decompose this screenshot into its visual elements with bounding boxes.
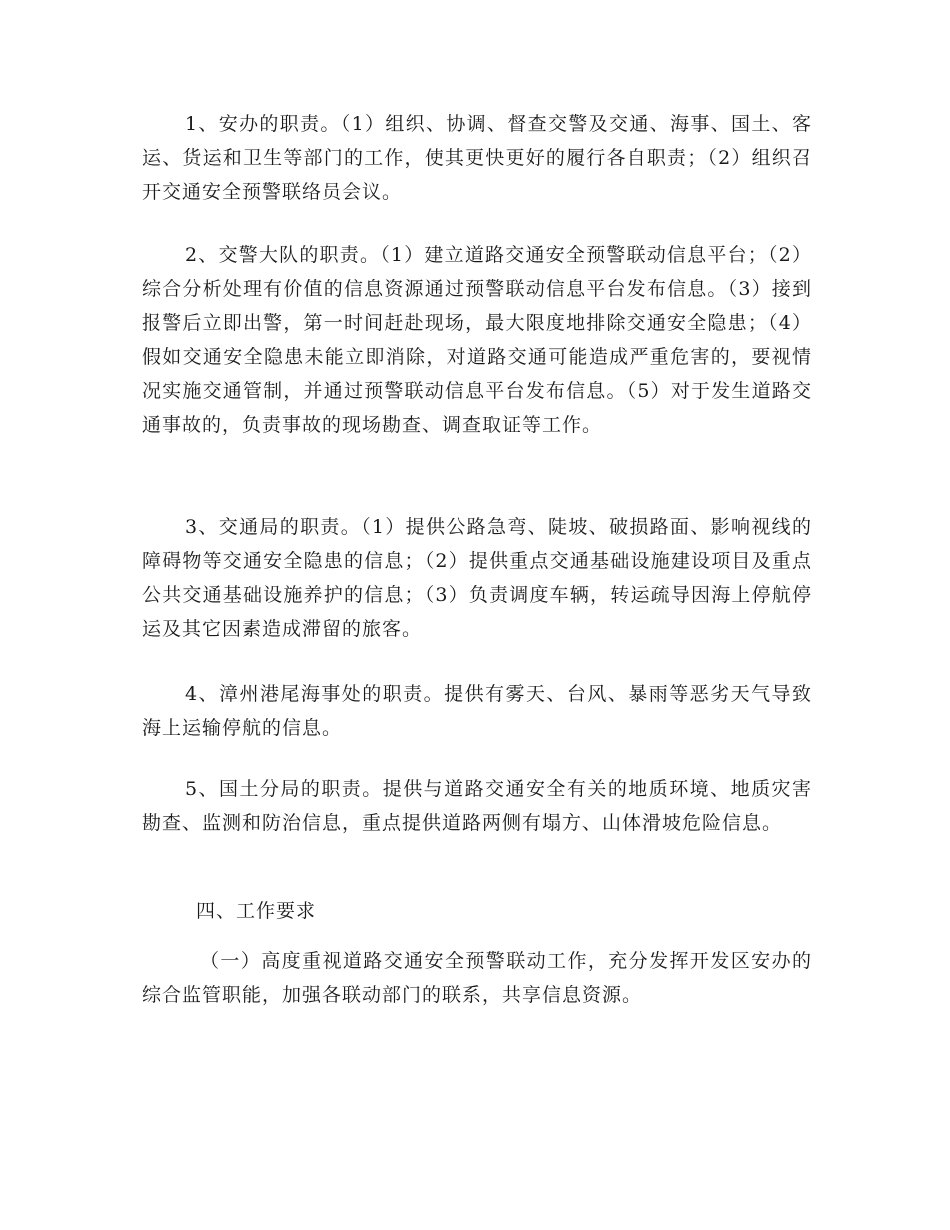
paragraph-requirement-1: （一）高度重视道路交通安全预警联动工作，充分发挥开发区安办的综合监管职能，加强各联动部门的联系，共享信息资源。 (142, 950, 812, 1006)
paragraph-safety-office-duties: 1、安办的职责。（1）组织、协调、督查交警及交通、海事、国土、客运、货运和卫生等部门的工作，使其更快更好的履行各自职责；（2）组织召开交通安全预警联络员会议。 (142, 113, 812, 203)
paragraph-traffic-police-duties: 2、交警大队的职责。（1）建立道路交通安全预警联动信息平台；（2）综合分析处理有价值的信息资源通过预警联动信息平台发布信息。（3）接到报警后立即出警，第一时间赶赴现场，最大限度地排除交通安全隐患；（4）假如交通安全隐患未能立即消除，对道路交通可能造成严重危害的，要视情况实施交通管制，并通过预警联动信息平台发布信息。（5）对于发生道路交通事故的，负责事故的现场勘查、调查取证等工作。 (142, 244, 812, 436)
paragraph-transport-bureau-duties: 3、交通局的职责。（1）提供公路急弯、陡坡、破损路面、影响视线的障碍物等交通安全隐患的信息；（2）提供重点交通基础设施建设项目及重点公共交通基础设施养护的信息；（3）负责调度车辆，转运疏导因海上停航停运及其它因素造成滞留的旅客。 (142, 516, 812, 640)
paragraph-land-bureau-duties: 5、国土分局的职责。提供与道路交通安全有关的地质环境、地质灾害勘查、监测和防治信息，重点提供道路两侧有塌方、山体滑坡危险信息。 (142, 778, 812, 834)
paragraph-maritime-office-duties: 4、漳州港尾海事处的职责。提供有雾天、台风、暴雨等恶劣天气导致海上运输停航的信息。 (142, 683, 812, 739)
section-heading-work-requirements: 四、工作要求 (196, 900, 317, 922)
